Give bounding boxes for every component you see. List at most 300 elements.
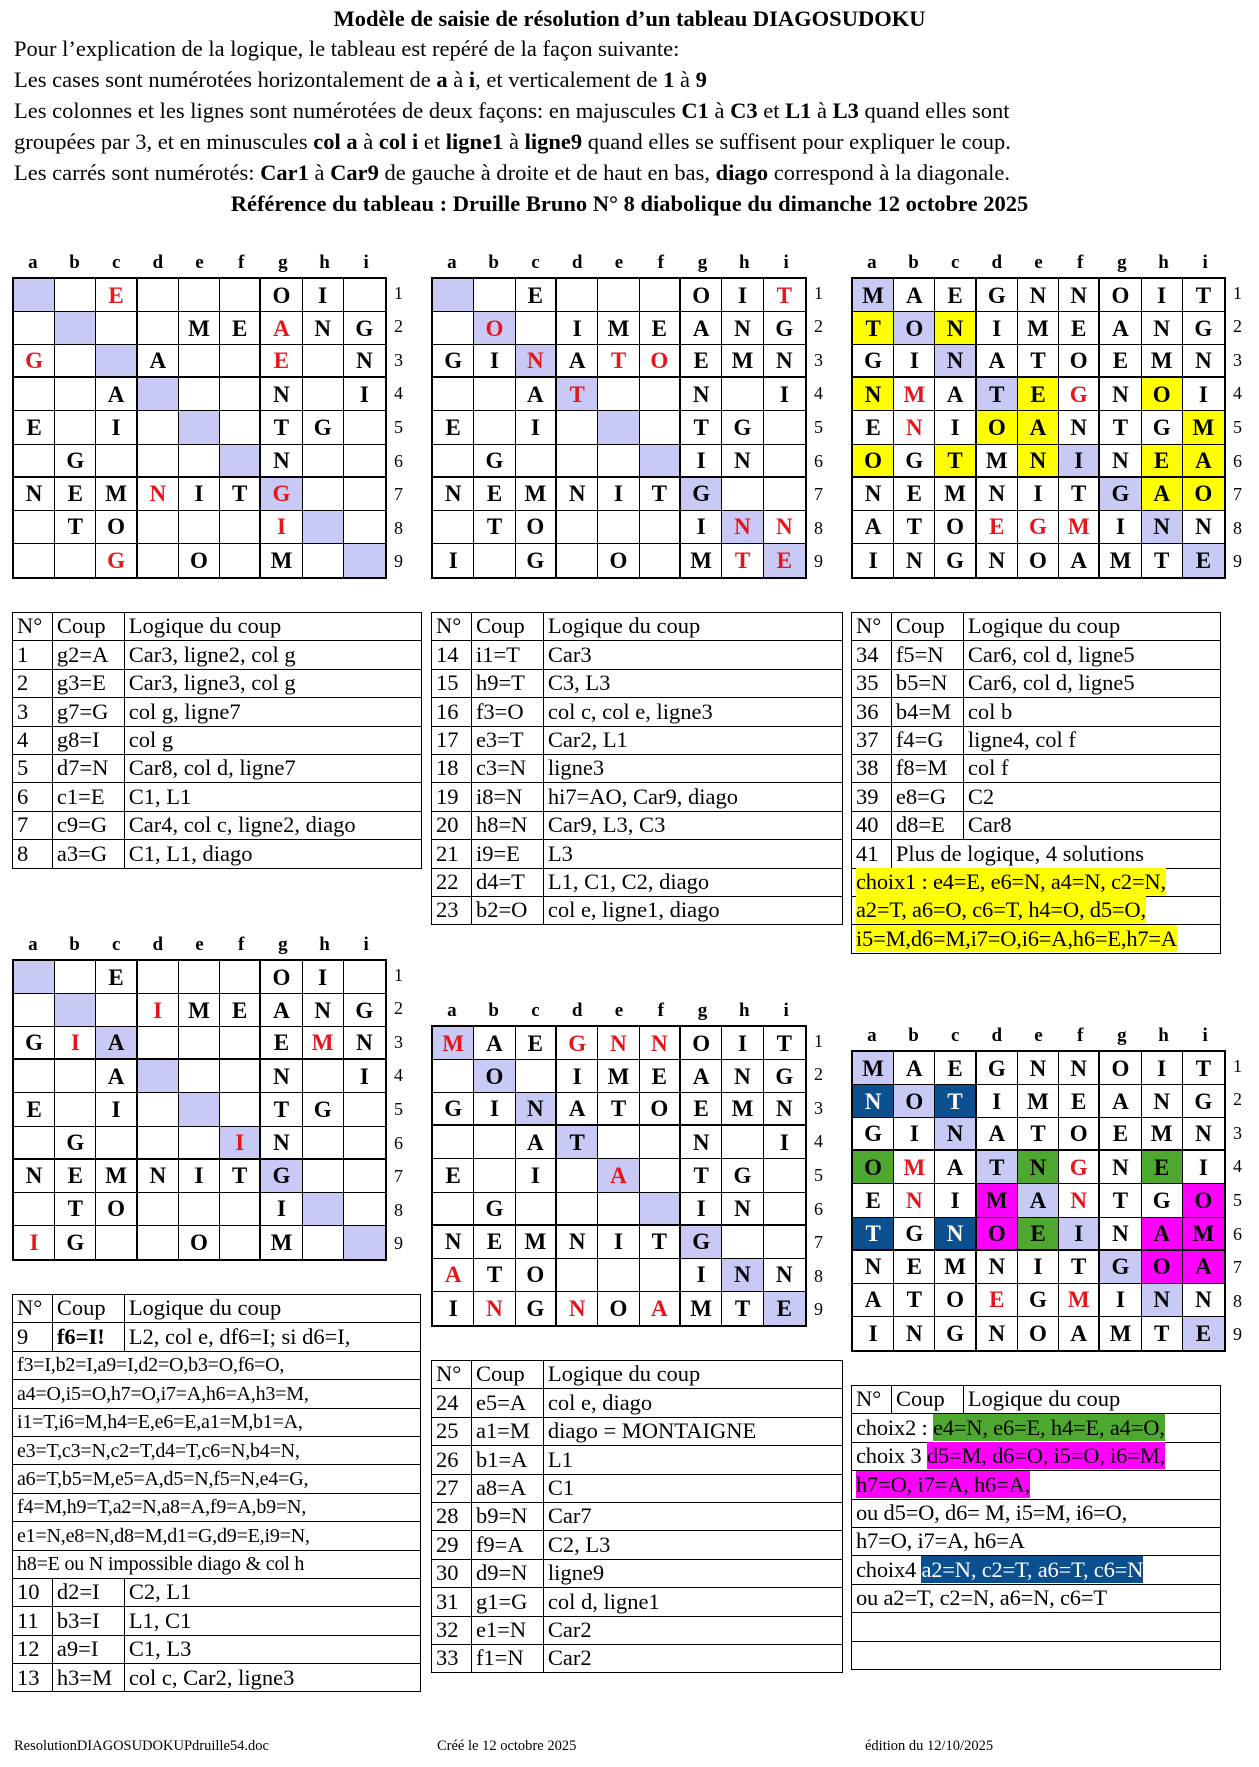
grid-cell-h5[interactable]	[303, 411, 344, 444]
grid-cell-b9[interactable]	[474, 544, 515, 577]
grid-cell-c2[interactable]	[935, 312, 976, 345]
grid-cell-i3[interactable]	[344, 1027, 385, 1060]
grid-cell-c3[interactable]	[96, 345, 137, 378]
grid-cell-i4[interactable]	[344, 378, 385, 411]
grid-cell-i8[interactable]	[344, 1193, 385, 1226]
grid-cell-b5[interactable]	[894, 411, 935, 444]
grid-cell-b1[interactable]	[55, 961, 96, 994]
grid-cell-d6[interactable]	[138, 1127, 179, 1160]
grid-cell-b8[interactable]	[55, 511, 96, 544]
grid-cell-d4[interactable]	[557, 378, 598, 411]
grid-cell-d8[interactable]	[977, 1284, 1018, 1317]
grid-cell-d2[interactable]	[138, 994, 179, 1027]
grid-cell-c3[interactable]	[935, 345, 976, 378]
grid-cell-f2[interactable]	[640, 1060, 681, 1093]
grid-cell-d1[interactable]	[977, 279, 1018, 312]
grid-cell-f2[interactable]	[1059, 312, 1100, 345]
grid-cell-h7[interactable]	[1142, 478, 1183, 511]
grid-cell-d5[interactable]	[977, 411, 1018, 444]
grid-cell-c6[interactable]	[516, 445, 557, 478]
grid-cell-h7[interactable]	[1142, 1251, 1183, 1284]
grid-cell-g3[interactable]	[1100, 345, 1141, 378]
grid-cell-e6[interactable]	[1018, 1218, 1059, 1251]
grid-cell-b3[interactable]	[474, 345, 515, 378]
grid-cell-f6[interactable]	[220, 1127, 261, 1160]
grid-cell-i7[interactable]	[344, 478, 385, 511]
grid-cell-e1[interactable]	[598, 1027, 639, 1060]
grid-cell-i9[interactable]	[344, 1226, 385, 1259]
grid-cell-i3[interactable]	[344, 345, 385, 378]
grid-cell-g6[interactable]	[261, 445, 302, 478]
grid-cell-d1[interactable]	[138, 279, 179, 312]
grid-cell-h7[interactable]	[722, 1226, 763, 1259]
grid-cell-i4[interactable]	[1183, 1151, 1224, 1184]
grid-cell-g7[interactable]	[261, 1160, 302, 1193]
grid-cell-g7[interactable]	[681, 478, 722, 511]
grid-cell-i8[interactable]	[764, 511, 805, 544]
grid-cell-b1[interactable]	[474, 279, 515, 312]
grid-cell-e4[interactable]	[598, 378, 639, 411]
grid-cell-d9[interactable]	[138, 544, 179, 577]
grid-cell-g7[interactable]	[1100, 478, 1141, 511]
grid-cell-h8[interactable]	[1142, 511, 1183, 544]
grid-cell-a2[interactable]	[433, 1060, 474, 1093]
grid-cell-h2[interactable]	[722, 312, 763, 345]
grid-cell-c7[interactable]	[935, 1251, 976, 1284]
grid-cell-b1[interactable]	[474, 1027, 515, 1060]
grid-cell-f3[interactable]	[220, 1027, 261, 1060]
grid-cell-f8[interactable]	[220, 511, 261, 544]
grid-cell-b3[interactable]	[894, 1118, 935, 1151]
grid-cell-e2[interactable]	[179, 312, 220, 345]
grid-cell-f4[interactable]	[220, 378, 261, 411]
grid-cell-f2[interactable]	[640, 312, 681, 345]
grid-cell-e9[interactable]	[179, 1226, 220, 1259]
grid-cell-g2[interactable]	[1100, 1085, 1141, 1118]
grid-cell-h9[interactable]	[722, 1292, 763, 1325]
grid-cell-a5[interactable]	[433, 411, 474, 444]
grid-cell-g9[interactable]	[681, 1292, 722, 1325]
grid-cell-e8[interactable]	[1018, 1284, 1059, 1317]
grid-cell-c2[interactable]	[516, 312, 557, 345]
grid-cell-g6[interactable]	[681, 1193, 722, 1226]
grid-cell-f3[interactable]	[640, 345, 681, 378]
grid-cell-h3[interactable]	[1142, 1118, 1183, 1151]
grid-cell-i6[interactable]	[344, 1127, 385, 1160]
grid-cell-h6[interactable]	[303, 1127, 344, 1160]
grid-cell-g3[interactable]	[681, 1093, 722, 1126]
grid-cell-i7[interactable]	[1183, 478, 1224, 511]
grid-cell-b2[interactable]	[894, 312, 935, 345]
grid-cell-g4[interactable]	[681, 1126, 722, 1159]
grid-cell-d4[interactable]	[557, 1126, 598, 1159]
grid-cell-h5[interactable]	[722, 1159, 763, 1192]
grid-cell-i6[interactable]	[1183, 445, 1224, 478]
grid-cell-g3[interactable]	[1100, 1118, 1141, 1151]
grid-cell-a9[interactable]	[853, 1317, 894, 1350]
grid-cell-d6[interactable]	[138, 445, 179, 478]
grid-cell-f5[interactable]	[1059, 1184, 1100, 1217]
grid-cell-h2[interactable]	[303, 994, 344, 1027]
grid-cell-a2[interactable]	[14, 994, 55, 1027]
grid-cell-c6[interactable]	[96, 445, 137, 478]
grid-cell-c4[interactable]	[96, 1060, 137, 1093]
grid-cell-h6[interactable]	[722, 1193, 763, 1226]
grid-cell-b9[interactable]	[55, 1226, 96, 1259]
grid-cell-g4[interactable]	[681, 378, 722, 411]
grid-cell-g2[interactable]	[1100, 312, 1141, 345]
grid-cell-g4[interactable]	[261, 1060, 302, 1093]
grid-cell-a8[interactable]	[14, 1193, 55, 1226]
grid-cell-b6[interactable]	[55, 1127, 96, 1160]
grid-cell-c9[interactable]	[516, 544, 557, 577]
grid-cell-i8[interactable]	[1183, 511, 1224, 544]
grid-cell-c2[interactable]	[516, 1060, 557, 1093]
grid-cell-b9[interactable]	[55, 544, 96, 577]
grid-cell-f1[interactable]	[1059, 1052, 1100, 1085]
grid-cell-e4[interactable]	[179, 378, 220, 411]
grid-cell-b6[interactable]	[894, 1218, 935, 1251]
grid-cell-e3[interactable]	[1018, 345, 1059, 378]
grid-cell-a3[interactable]	[433, 345, 474, 378]
grid-cell-b4[interactable]	[894, 378, 935, 411]
grid-cell-d8[interactable]	[138, 511, 179, 544]
grid-cell-h5[interactable]	[303, 1093, 344, 1126]
grid-cell-g5[interactable]	[1100, 411, 1141, 444]
grid-cell-h4[interactable]	[1142, 1151, 1183, 1184]
grid-cell-g8[interactable]	[261, 1193, 302, 1226]
grid-cell-e1[interactable]	[179, 961, 220, 994]
grid-cell-e8[interactable]	[1018, 511, 1059, 544]
grid-cell-h2[interactable]	[722, 1060, 763, 1093]
grid-cell-i2[interactable]	[344, 312, 385, 345]
grid-cell-b6[interactable]	[894, 445, 935, 478]
grid-cell-b2[interactable]	[55, 312, 96, 345]
grid-cell-h3[interactable]	[1142, 345, 1183, 378]
grid-cell-b4[interactable]	[55, 1060, 96, 1093]
grid-cell-h1[interactable]	[303, 279, 344, 312]
grid-cell-i1[interactable]	[344, 961, 385, 994]
grid-cell-i9[interactable]	[1183, 1317, 1224, 1350]
grid-cell-a9[interactable]	[433, 1292, 474, 1325]
grid-cell-a9[interactable]	[433, 544, 474, 577]
grid-cell-c1[interactable]	[935, 279, 976, 312]
grid-cell-h5[interactable]	[1142, 411, 1183, 444]
grid-cell-f8[interactable]	[1059, 1284, 1100, 1317]
grid-cell-a5[interactable]	[14, 1093, 55, 1126]
grid-cell-i7[interactable]	[764, 1226, 805, 1259]
grid-cell-c5[interactable]	[935, 1184, 976, 1217]
grid-cell-b3[interactable]	[474, 1093, 515, 1126]
grid-cell-b3[interactable]	[55, 345, 96, 378]
grid-cell-a8[interactable]	[433, 1259, 474, 1292]
grid-cell-a5[interactable]	[853, 1184, 894, 1217]
grid-cell-g9[interactable]	[1100, 544, 1141, 577]
grid-cell-e5[interactable]	[598, 411, 639, 444]
grid-cell-e3[interactable]	[598, 1093, 639, 1126]
grid-cell-i1[interactable]	[1183, 279, 1224, 312]
grid-cell-a7[interactable]	[14, 1160, 55, 1193]
grid-cell-b7[interactable]	[894, 478, 935, 511]
grid-cell-h2[interactable]	[1142, 312, 1183, 345]
grid-cell-i4[interactable]	[764, 378, 805, 411]
grid-cell-h7[interactable]	[303, 1160, 344, 1193]
grid-cell-f1[interactable]	[220, 961, 261, 994]
grid-cell-h6[interactable]	[1142, 1218, 1183, 1251]
grid-cell-i7[interactable]	[344, 1160, 385, 1193]
grid-cell-g5[interactable]	[1100, 1184, 1141, 1217]
grid-cell-c5[interactable]	[96, 1093, 137, 1126]
grid-cell-d4[interactable]	[138, 1060, 179, 1093]
grid-cell-e5[interactable]	[179, 411, 220, 444]
grid-cell-a6[interactable]	[433, 1193, 474, 1226]
grid-cell-b1[interactable]	[894, 1052, 935, 1085]
grid-cell-d1[interactable]	[977, 1052, 1018, 1085]
grid-cell-e1[interactable]	[179, 279, 220, 312]
grid-cell-a7[interactable]	[853, 1251, 894, 1284]
grid-cell-a3[interactable]	[853, 345, 894, 378]
grid-cell-c3[interactable]	[516, 345, 557, 378]
grid-cell-e4[interactable]	[1018, 378, 1059, 411]
grid-cell-b2[interactable]	[474, 312, 515, 345]
grid-cell-e8[interactable]	[598, 511, 639, 544]
grid-cell-b7[interactable]	[894, 1251, 935, 1284]
grid-cell-b4[interactable]	[55, 378, 96, 411]
grid-cell-a3[interactable]	[433, 1093, 474, 1126]
grid-cell-e3[interactable]	[179, 1027, 220, 1060]
grid-cell-a9[interactable]	[853, 544, 894, 577]
grid-cell-h3[interactable]	[722, 1093, 763, 1126]
grid-cell-a4[interactable]	[14, 1060, 55, 1093]
grid-cell-c8[interactable]	[516, 511, 557, 544]
grid-cell-f6[interactable]	[640, 445, 681, 478]
grid-cell-h4[interactable]	[303, 378, 344, 411]
grid-cell-g2[interactable]	[261, 312, 302, 345]
grid-cell-g8[interactable]	[1100, 511, 1141, 544]
grid-cell-f8[interactable]	[1059, 511, 1100, 544]
grid-cell-i3[interactable]	[1183, 345, 1224, 378]
grid-cell-b7[interactable]	[474, 478, 515, 511]
grid-cell-d1[interactable]	[138, 961, 179, 994]
grid-cell-e2[interactable]	[179, 994, 220, 1027]
grid-cell-e1[interactable]	[1018, 279, 1059, 312]
grid-cell-e6[interactable]	[598, 445, 639, 478]
grid-cell-c4[interactable]	[935, 1151, 976, 1184]
grid-cell-h4[interactable]	[1142, 378, 1183, 411]
grid-cell-g7[interactable]	[681, 1226, 722, 1259]
grid-cell-d4[interactable]	[977, 1151, 1018, 1184]
grid-cell-b9[interactable]	[474, 1292, 515, 1325]
grid-cell-a5[interactable]	[853, 411, 894, 444]
grid-cell-g5[interactable]	[681, 1159, 722, 1192]
grid-cell-a2[interactable]	[14, 312, 55, 345]
grid-cell-c4[interactable]	[96, 378, 137, 411]
grid-cell-c7[interactable]	[96, 1160, 137, 1193]
grid-cell-d3[interactable]	[977, 345, 1018, 378]
grid-cell-i2[interactable]	[764, 1060, 805, 1093]
grid-cell-d3[interactable]	[138, 345, 179, 378]
grid-cell-e2[interactable]	[1018, 1085, 1059, 1118]
grid-cell-c4[interactable]	[516, 378, 557, 411]
grid-cell-i9[interactable]	[764, 1292, 805, 1325]
grid-cell-d8[interactable]	[977, 511, 1018, 544]
grid-cell-c5[interactable]	[935, 411, 976, 444]
grid-cell-b2[interactable]	[474, 1060, 515, 1093]
grid-cell-g2[interactable]	[681, 312, 722, 345]
grid-cell-h9[interactable]	[303, 1226, 344, 1259]
grid-cell-b3[interactable]	[894, 345, 935, 378]
grid-cell-f8[interactable]	[220, 1193, 261, 1226]
grid-cell-b8[interactable]	[894, 1284, 935, 1317]
grid-cell-h8[interactable]	[722, 511, 763, 544]
grid-cell-d1[interactable]	[557, 279, 598, 312]
grid-cell-h3[interactable]	[722, 345, 763, 378]
grid-cell-c8[interactable]	[935, 1284, 976, 1317]
grid-cell-g8[interactable]	[1100, 1284, 1141, 1317]
grid-cell-g6[interactable]	[681, 445, 722, 478]
grid-cell-h9[interactable]	[1142, 544, 1183, 577]
grid-cell-a3[interactable]	[853, 1118, 894, 1151]
grid-cell-d5[interactable]	[557, 411, 598, 444]
grid-cell-e3[interactable]	[1018, 1118, 1059, 1151]
grid-cell-g5[interactable]	[261, 1093, 302, 1126]
grid-cell-i8[interactable]	[1183, 1284, 1224, 1317]
grid-cell-d6[interactable]	[557, 445, 598, 478]
grid-cell-g9[interactable]	[261, 544, 302, 577]
grid-cell-a4[interactable]	[853, 378, 894, 411]
grid-cell-a4[interactable]	[14, 378, 55, 411]
grid-cell-a2[interactable]	[853, 1085, 894, 1118]
grid-cell-a9[interactable]	[14, 1226, 55, 1259]
grid-cell-a7[interactable]	[14, 478, 55, 511]
grid-cell-i7[interactable]	[1183, 1251, 1224, 1284]
grid-cell-i6[interactable]	[1183, 1218, 1224, 1251]
grid-cell-c2[interactable]	[96, 994, 137, 1027]
grid-cell-b9[interactable]	[894, 1317, 935, 1350]
grid-cell-b4[interactable]	[474, 378, 515, 411]
grid-cell-d9[interactable]	[977, 1317, 1018, 1350]
grid-cell-d9[interactable]	[138, 1226, 179, 1259]
grid-cell-e8[interactable]	[179, 1193, 220, 1226]
grid-cell-e5[interactable]	[179, 1093, 220, 1126]
grid-cell-e1[interactable]	[598, 279, 639, 312]
grid-cell-a7[interactable]	[433, 1226, 474, 1259]
grid-cell-i5[interactable]	[344, 411, 385, 444]
grid-cell-f6[interactable]	[1059, 1218, 1100, 1251]
grid-cell-e6[interactable]	[179, 445, 220, 478]
grid-cell-a8[interactable]	[853, 511, 894, 544]
grid-cell-e7[interactable]	[598, 478, 639, 511]
grid-cell-b4[interactable]	[894, 1151, 935, 1184]
grid-cell-g1[interactable]	[261, 961, 302, 994]
grid-cell-d4[interactable]	[977, 378, 1018, 411]
grid-cell-e5[interactable]	[598, 1159, 639, 1192]
grid-cell-e8[interactable]	[598, 1259, 639, 1292]
grid-cell-g1[interactable]	[1100, 279, 1141, 312]
grid-cell-e9[interactable]	[598, 1292, 639, 1325]
grid-cell-a6[interactable]	[14, 445, 55, 478]
grid-cell-h4[interactable]	[722, 378, 763, 411]
grid-cell-e2[interactable]	[1018, 312, 1059, 345]
grid-cell-b6[interactable]	[474, 1193, 515, 1226]
grid-cell-h5[interactable]	[722, 411, 763, 444]
grid-cell-d2[interactable]	[557, 1060, 598, 1093]
grid-cell-e9[interactable]	[1018, 1317, 1059, 1350]
grid-cell-b1[interactable]	[55, 279, 96, 312]
grid-cell-b7[interactable]	[55, 1160, 96, 1193]
grid-cell-f7[interactable]	[1059, 478, 1100, 511]
grid-cell-f6[interactable]	[220, 445, 261, 478]
grid-cell-e6[interactable]	[1018, 445, 1059, 478]
grid-cell-e7[interactable]	[598, 1226, 639, 1259]
grid-cell-c8[interactable]	[935, 511, 976, 544]
grid-cell-g3[interactable]	[261, 345, 302, 378]
grid-cell-e8[interactable]	[179, 511, 220, 544]
grid-cell-e5[interactable]	[1018, 411, 1059, 444]
grid-cell-e4[interactable]	[179, 1060, 220, 1093]
grid-cell-h1[interactable]	[722, 1027, 763, 1060]
grid-cell-g2[interactable]	[681, 1060, 722, 1093]
grid-cell-f5[interactable]	[220, 1093, 261, 1126]
grid-cell-f7[interactable]	[1059, 1251, 1100, 1284]
grid-cell-f4[interactable]	[220, 1060, 261, 1093]
grid-cell-a6[interactable]	[853, 445, 894, 478]
grid-cell-f3[interactable]	[1059, 1118, 1100, 1151]
grid-cell-a4[interactable]	[853, 1151, 894, 1184]
grid-cell-c7[interactable]	[516, 478, 557, 511]
grid-cell-e3[interactable]	[598, 345, 639, 378]
grid-cell-d2[interactable]	[557, 312, 598, 345]
grid-cell-i8[interactable]	[764, 1259, 805, 1292]
grid-cell-a6[interactable]	[853, 1218, 894, 1251]
grid-cell-e9[interactable]	[1018, 544, 1059, 577]
grid-cell-f6[interactable]	[1059, 445, 1100, 478]
grid-cell-d9[interactable]	[977, 544, 1018, 577]
grid-cell-g9[interactable]	[261, 1226, 302, 1259]
grid-cell-h6[interactable]	[722, 445, 763, 478]
grid-cell-g9[interactable]	[1100, 1317, 1141, 1350]
grid-cell-c5[interactable]	[96, 411, 137, 444]
grid-cell-d6[interactable]	[977, 445, 1018, 478]
grid-cell-a8[interactable]	[853, 1284, 894, 1317]
grid-cell-f9[interactable]	[1059, 1317, 1100, 1350]
grid-cell-f5[interactable]	[640, 411, 681, 444]
grid-cell-b4[interactable]	[474, 1126, 515, 1159]
grid-cell-e9[interactable]	[179, 544, 220, 577]
grid-cell-f1[interactable]	[640, 1027, 681, 1060]
grid-cell-a6[interactable]	[433, 445, 474, 478]
grid-cell-f5[interactable]	[640, 1159, 681, 1192]
grid-cell-c2[interactable]	[96, 312, 137, 345]
grid-cell-d7[interactable]	[138, 478, 179, 511]
grid-cell-e7[interactable]	[1018, 1251, 1059, 1284]
grid-cell-b6[interactable]	[55, 445, 96, 478]
grid-cell-a4[interactable]	[433, 1126, 474, 1159]
grid-cell-h1[interactable]	[1142, 279, 1183, 312]
grid-cell-c8[interactable]	[516, 1259, 557, 1292]
grid-cell-b9[interactable]	[894, 544, 935, 577]
grid-cell-i5[interactable]	[1183, 1184, 1224, 1217]
grid-cell-c8[interactable]	[96, 1193, 137, 1226]
grid-cell-h8[interactable]	[1142, 1284, 1183, 1317]
grid-cell-b2[interactable]	[894, 1085, 935, 1118]
grid-cell-f7[interactable]	[220, 1160, 261, 1193]
grid-cell-h8[interactable]	[722, 1259, 763, 1292]
grid-cell-i1[interactable]	[764, 279, 805, 312]
grid-cell-g9[interactable]	[681, 544, 722, 577]
grid-cell-d3[interactable]	[557, 1093, 598, 1126]
grid-cell-c5[interactable]	[516, 411, 557, 444]
